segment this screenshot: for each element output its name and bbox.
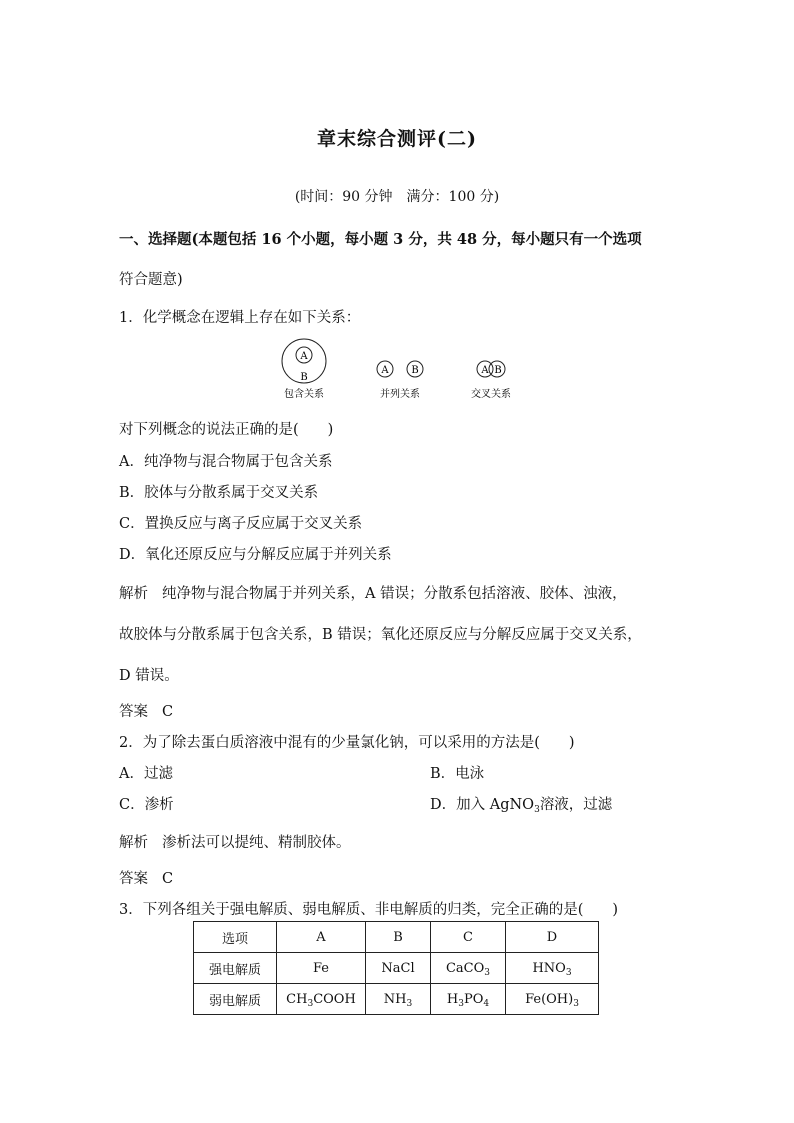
- table-header-row: [194, 922, 599, 953]
- q1-answer: [119, 700, 173, 721]
- parallel-diagram: [377, 361, 423, 400]
- label-contain: 包含关系: [284, 389, 324, 400]
- relation-diagram: [270, 334, 530, 404]
- circle-label-b: B: [494, 365, 502, 376]
- circle-label-b: B: [411, 365, 419, 376]
- q1-option-c: C．置换反应与离子反应属于交叉关系: [119, 516, 363, 532]
- page-title: 章末综合测评(二): [317, 128, 477, 150]
- q2-option-d: D．加入 AgNO$_3$溶液，过滤: [430, 797, 613, 815]
- table-cell: $Fe(OH)_3$: [506, 984, 599, 1015]
- electrolyte-table: [193, 921, 599, 1015]
- label-parallel: 并列关系: [380, 389, 420, 400]
- table-cell: $H_3PO_4$: [431, 984, 506, 1015]
- label-cross: 交叉关系: [471, 389, 511, 400]
- q2-stem: 2．为了除去蛋白质溶液中混有的少量氯化钠，可以采用的方法是( ): [119, 735, 575, 751]
- q2-option-a: A．过滤: [119, 766, 173, 782]
- analysis-text: 渗析法可以提纯、精制胶体。: [162, 835, 351, 851]
- q1-option-d: D．氧化还原反应与分解反应属于并列关系: [119, 547, 392, 563]
- table-cell: $HNO_3$: [506, 953, 599, 984]
- table-cell: $CH_3COOH$: [277, 984, 366, 1015]
- table-row: [194, 953, 599, 984]
- answer-value: C: [162, 704, 174, 720]
- q2-answer: [119, 867, 173, 888]
- header-cell: B: [366, 922, 431, 953]
- q1-option-a: A．纯净物与混合物属于包含关系: [119, 454, 333, 470]
- answer-label: 答案: [119, 871, 148, 887]
- answer-label: 答案: [119, 704, 148, 720]
- table-cell: $NH_3$: [366, 984, 431, 1015]
- answer-value: C: [162, 871, 174, 887]
- q1-option-b: B．胶体与分散系属于交叉关系: [119, 485, 319, 501]
- header-cell: 选项: [194, 922, 277, 953]
- analysis-text: 纯净物与混合物属于并列关系，A 错误；分散系包括溶液、胶体、浊液，: [162, 586, 627, 602]
- q2-option-b: B．电泳: [430, 766, 485, 782]
- table-cell: CaCO$_3$: [431, 953, 506, 984]
- header-cell: A: [277, 922, 366, 953]
- circle-label-a: A: [381, 365, 389, 376]
- circle-label-a: A: [300, 351, 308, 362]
- table-row: [194, 984, 599, 1015]
- cross-diagram: [471, 361, 511, 400]
- q1-stem: 1．化学概念在逻辑上存在如下关系：: [119, 310, 361, 326]
- analysis-label: 解析: [119, 586, 148, 602]
- exam-info: (时间：90 分钟 满分：100 分): [294, 189, 500, 205]
- table-cell: NaCl: [366, 953, 431, 984]
- circle-label-a: A: [481, 365, 489, 376]
- section-heading: 一、选择题(本题包括 16 个小题，每小题 3 分，共 48 分，每小题只有一个选项: [119, 231, 642, 248]
- q3-stem: 3．下列各组关于强电解质、弱电解质、非电解质的归类，完全正确的是( ): [119, 902, 619, 918]
- circle-label-b: B: [300, 372, 308, 383]
- row-label: 强电解质: [194, 953, 277, 984]
- header-cell: C: [431, 922, 506, 953]
- row-label: 弱电解质: [194, 984, 277, 1015]
- contain-diagram: [282, 339, 326, 400]
- q2-analysis: [119, 831, 351, 852]
- section-heading-cont: 符合题意): [119, 272, 183, 288]
- analysis-label: 解析: [119, 835, 148, 851]
- table-cell: Fe: [277, 953, 366, 984]
- q1-prompt: 对下列概念的说法正确的是( ): [119, 422, 334, 438]
- header-cell: D: [506, 922, 599, 953]
- q2-option-c: C．渗析: [119, 797, 174, 813]
- q1-analysis: [119, 582, 627, 603]
- q1-analysis-line2: 故胶体与分散系属于包含关系，B 错误；氧化还原反应与分解反应属于交叉关系，: [119, 627, 642, 643]
- q1-analysis-line3: D 错误。: [119, 668, 179, 684]
